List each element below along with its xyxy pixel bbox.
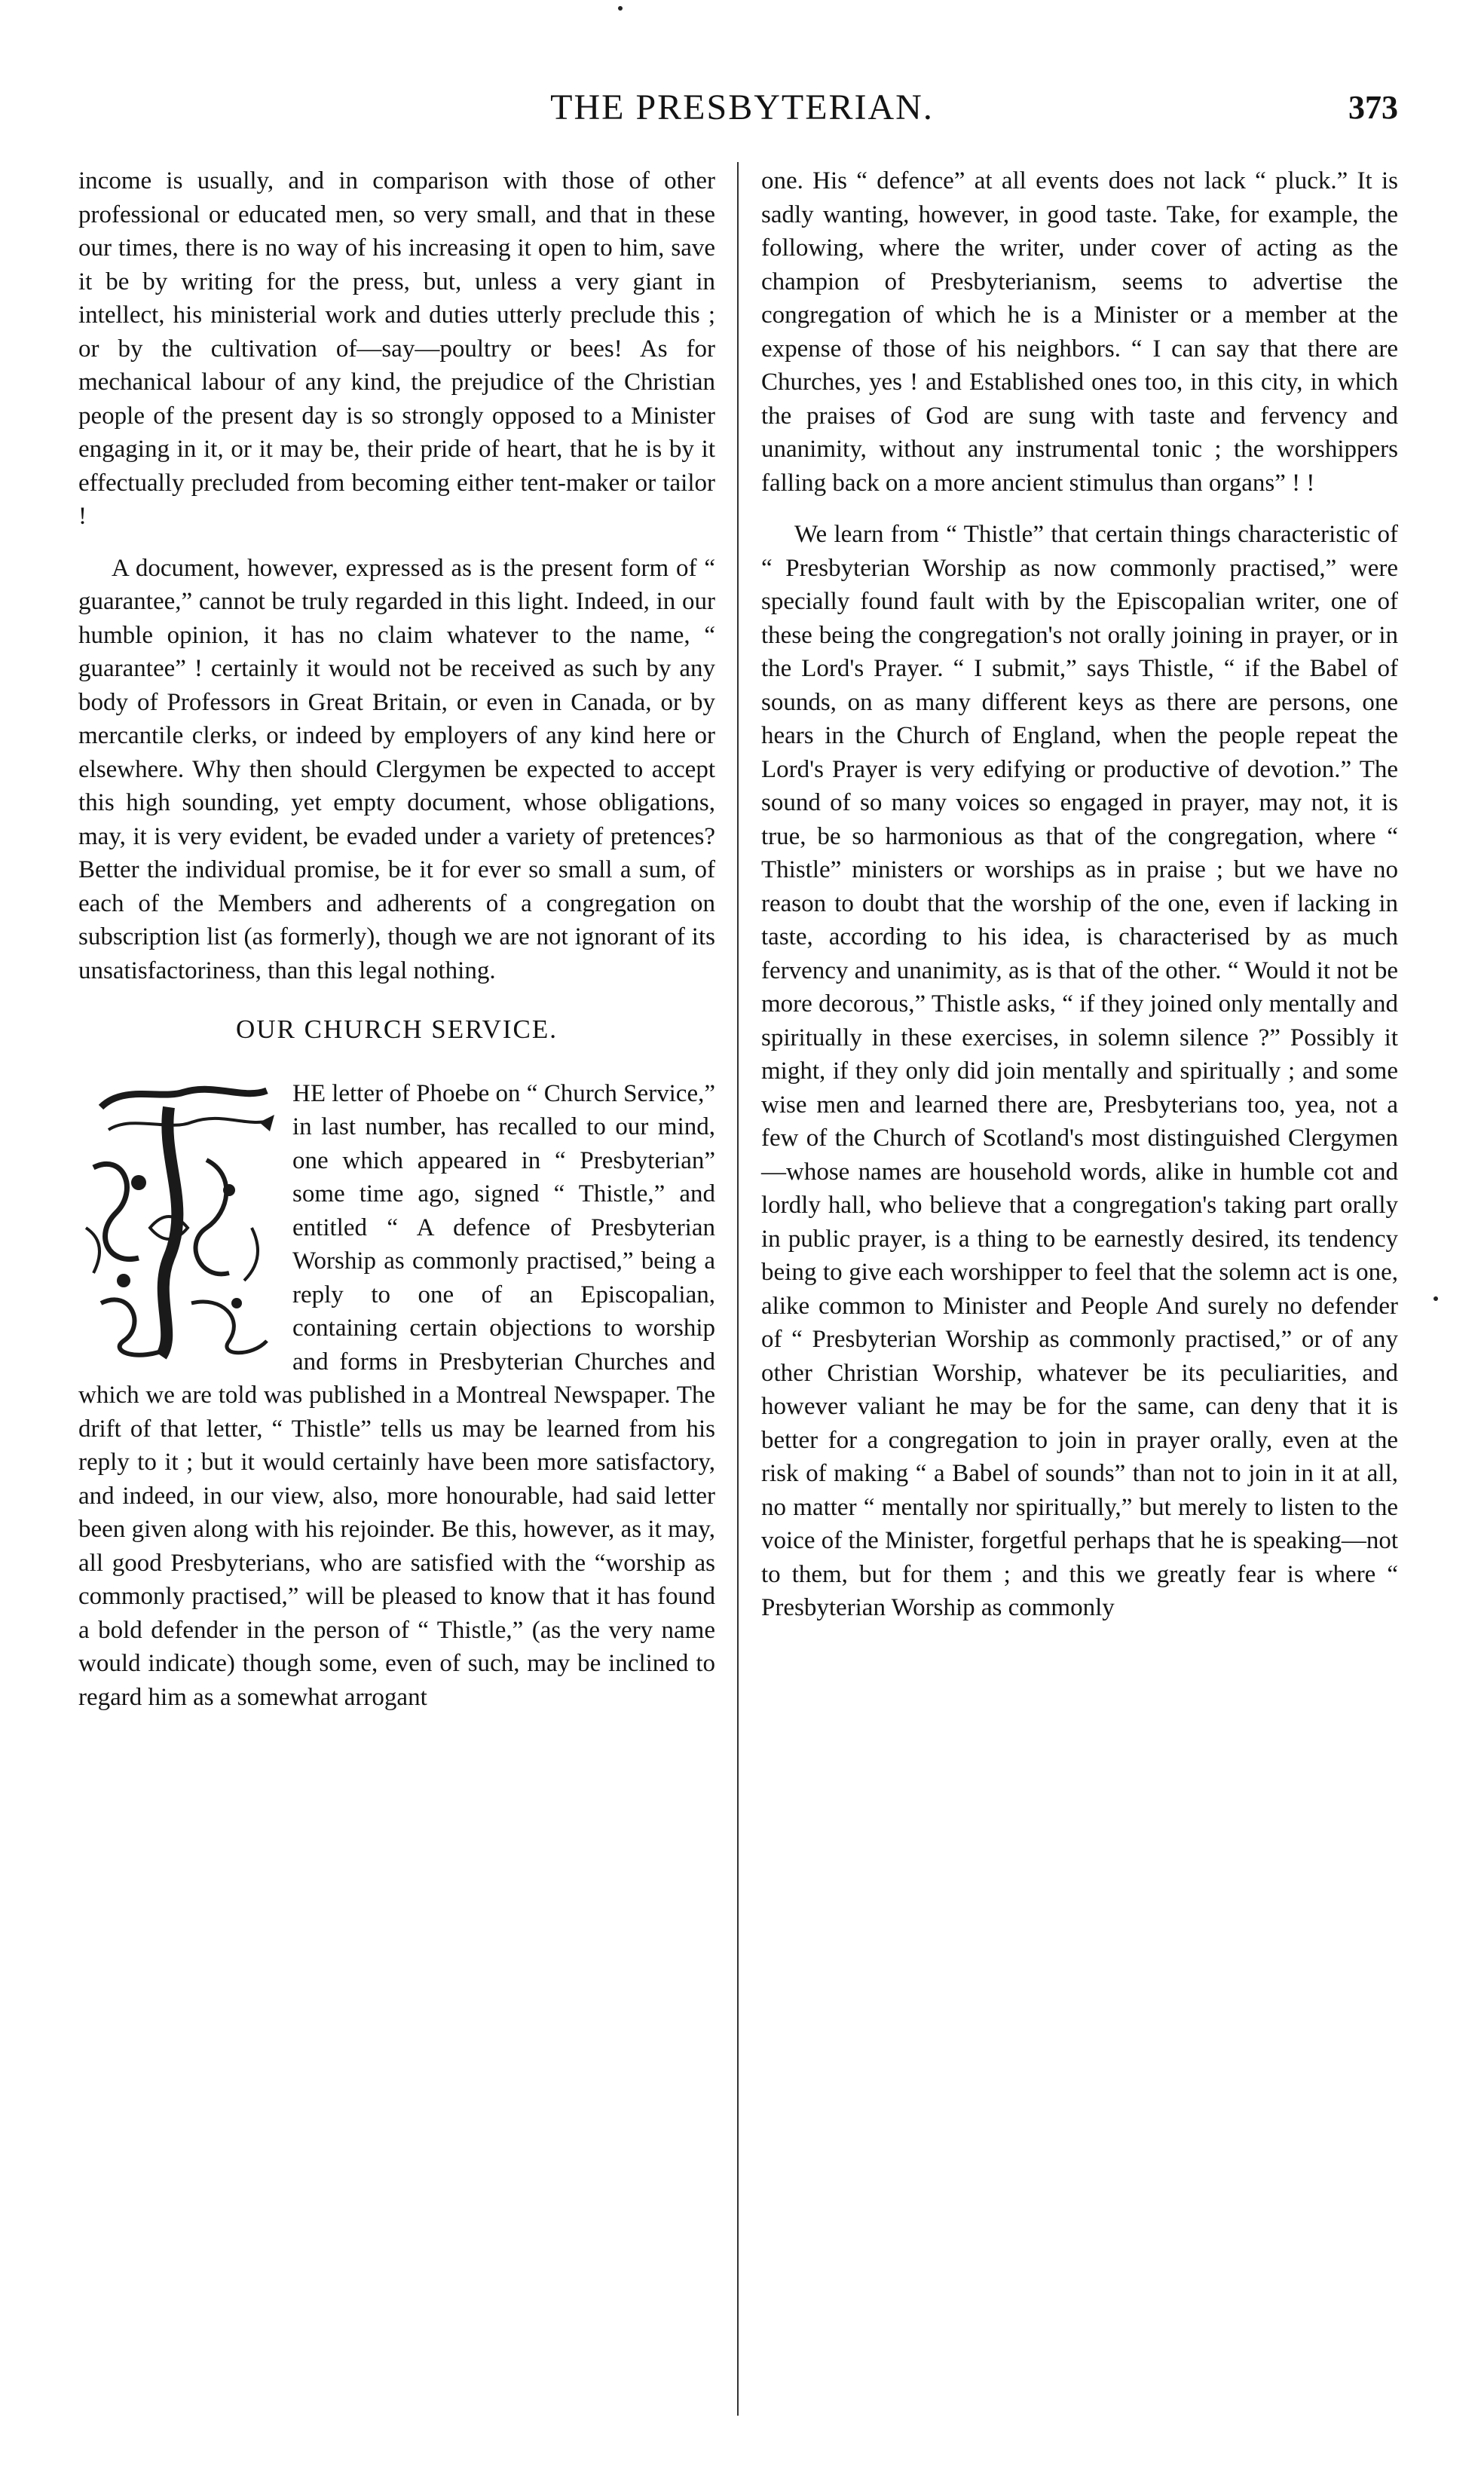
- right-column: [761, 164, 1398, 2414]
- dropcap-ornament-icon: [78, 1077, 282, 1363]
- ornamental-dropcap: [78, 1077, 282, 1363]
- column-rule: [737, 162, 739, 2416]
- section-heading: OUR CHURCH SERVICE.: [235, 1015, 558, 1044]
- article-body: [78, 1077, 715, 1715]
- right-paragraph-2: We learn from “ Thistle” that certain things characteristic of “ Presbyterian Worship as now commonly practised,” were specially found fault with by the Episcopalian writer, one of these being the congregation's not orally joining in prayer, or in the Lord's Prayer. “ I submit,” says Thistle, “ if the Babel of sounds, on as many different keys as there are persons, one hears in the Church of England, when the people repeat the Lord's Prayer is very edifying or productive of devotion.” The sound of so many voices so engaged in prayer, may not, it is true, be so harmonious as that of the congregation, where “ Thistle” ministers or worships as in praise ; but we have no reason to doubt that the worship of the one, even if lacking in taste, according to his idea, is characterised by as much fervency and unanimity, as is that of the other. “ Would it not be more decorous,” Thistle asks, “ if they joined only mentally and spiritually in these exercises, in solemn silence ?” Possibly it might, if they only did join mentally and spiritually ; and some wise men and learned there are, Presbyterians too, yea, not a few of the Church of Scotland's most distinguished Clergymen—whose names are household words, alike in humble cot and lordly hall, who believe that a congregation's taking part orally in public prayer, is a thing to be earnestly desired, its tendency being to give each worshipper to feel that the solemn act is one, alike common to Minister and People And surely no defender of “ Presbyterian Worship as commonly practised,” or of any other Christian Worship, whatever be its peculiarities, and however valiant he may be for the same, can deny that it is better for a congregation to join in prayer orally, even at the risk of making “ a Babel of sounds” than not to join in it at all, no matter “ mentally nor spiritually,” but merely to listen to the voice of the Minister, forgetful perhaps that he is speaking—not to them, but for them ; and this we greatly fear is where “ Presbyterian Worship as commonly: [761, 521, 1398, 1621]
- print-speck: [1434, 1296, 1438, 1301]
- running-title: THE PRESBYTERIAN.: [550, 87, 934, 127]
- left-paragraph-2: A document, however, expressed as is the present form of “ guarantee,” cannot be truly regarded in this light. Indeed, in our humble opinion, it has no claim whatever to the name, “ guarantee” ! certainly it would not be received as such by any body of Professors in Great Britain, or even in Canada, or by mercantile clerks, or indeed by employers of any kind here or elsewhere. Why then should Clergymen be expected to accept this high sounding, yet empty document, whose obligations, may, it is very evident, be evaded under a variety of pretences? Better the individual promise, be it for ever so small a sum, of each of the Members and adherents of a congregation on subscription list (as formerly), though we are not ignorant of its unsatisfactoriness, than this legal nothing.: [78, 554, 715, 984]
- left-column: [78, 164, 715, 2414]
- left-paragraph-3: HE letter of Phoebe on “ Church Service,” in last number, has recalled to our mind, one which appeared in “ Presbyterian” some time ago, signed “ Thistle,” and entitled “ A defence of Presbyterian Worship as commonly practised,” being a reply to one of an Episcopalian, containing certain objections to worship and forms in Presbyterian Churches and which we are told was published in a Montreal Newspaper. The drift of that letter, “ Thistle” tells us may be learned from his reply to it ; but it would certainly have been more satisfactory, and indeed, in our view, also, more honourable, had said letter been given along with his rejoinder. Be this, however, as it may, all good Presbyterians, who are satisfied with the “worship as commonly practised,” will be pleased to know that it has found a bold defender in the person of “ Thistle,” (as the very name would indicate) though some, even of such, may be inclined to regard him as a somewhat arrogant: [78, 1079, 715, 1711]
- left-paragraph-1: income is usually, and in comparison with those of other professional or educated men, so very small, and that in these our times, there is no way of his increasing it open to him, save it be by writing for the press, but, unless a very giant in intellect, his ministerial work and duties utterly preclude this ; or by the cultivation of—say—poultry or bees! As for mechanical labour of any kind, the prejudice of the Christian people of the present day is so strongly opposed to a Minister engaging in it, or it may be, their pride of heart, that he is by it effectually precluded from becoming either tent-maker or tailor !: [78, 167, 715, 530]
- right-paragraph-1: one. His “ defence” at all events does not lack “ pluck.” It is sadly wanting, however, in good taste. Take, for example, the following, where the writer, under cover of acting as the champion of Presbyterianism, seems to advertise the congregation of which he is a Minister or a member at the expense of those of his neighbors. “ I can say that there are Churches, yes ! and Established ones too, in this city, in which the praises of God are sung with taste and fervency and unanimity, without any instrumental tonic ; the worshippers falling back on a more ancient stimulus than organs” ! !: [761, 167, 1398, 497]
- running-head: [78, 81, 1406, 134]
- print-speck: [618, 6, 623, 11]
- page-number: 373: [1348, 89, 1398, 126]
